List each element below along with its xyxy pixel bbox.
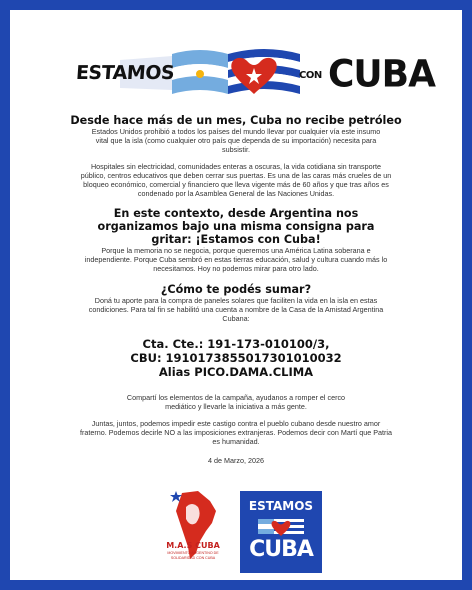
section-title: En este contexto, desde Argentina nos organizamos bajo una misma consigna para gritar: ¡Estamos con Cuba! [97, 207, 375, 246]
logos-row [10, 485, 462, 580]
header-banner [10, 10, 462, 120]
mas-cuba-title: M.A.S CUBA [166, 541, 220, 550]
alias: Alias PICO.DAMA.CLIMA [158, 365, 314, 379]
paragraph: Compartí los elementos de la campaña, ayudanos a romper el cerco mediático y llevarle la iniciativa a más gente. [126, 393, 346, 411]
cbu-number: CBU: 1910173855017301010032 [130, 351, 342, 365]
mas-cuba-map-icon [158, 487, 228, 575]
paragraph: Estados Unidos prohibió a todos los países del mundo llevar por cualquier vía este insumo vital que la isla (como cualquier otro país que dependa de su importación) necesita para subsistir. [91, 127, 381, 154]
section-title: ¿Cómo te podés sumar? [160, 283, 312, 296]
section-title: Desde hace más de un mes, Cuba no recibe petróleo [70, 114, 402, 127]
main-content [10, 110, 462, 465]
logo-flags-icon [240, 515, 322, 539]
paragraph: Juntas, juntos, podemos impedir este castigo contra el pueblo cubano desde nuestro amor fraterno. Podemos decirle NO a las imposiciones extranjeras. Podemos decir con Martí que Patria es humanidad. [80, 419, 392, 446]
banner-cuba: CUBA [328, 52, 435, 97]
paragraph: Hospitales sin electricidad, comunidades enteras a oscuras, la vida cotidiana sin transporte público, centros educativos que deben cerrar sus puertas. Es una de las caras más crueles de un bloqueo económico, comercial y financiero que lleva vigente más de 60 años y que tras años es condenado por la Asamblea General de las Naciones Unidas. [80, 162, 392, 198]
paragraph: Doná tu aporte para la compra de paneles solares que faciliten la vida en la isla en estas condiciones. Para tal fin se habilitó una cuenta a nombre de la Casa de la Amistad Argentina Cubana: [88, 296, 384, 323]
section-petroleo [10, 114, 462, 198]
logo-cuba: CUBA [249, 537, 313, 562]
closing-section [10, 393, 462, 465]
bank-details [10, 337, 462, 379]
paragraph: Porque la memoria no se negocia, porque queremos una América Latina soberana e independiente. Porque Cuba sembró en estas tierras educación, salud y cultura cuando más lo necesitamos. Hoy no podemos mirar para otro lado. [84, 246, 388, 273]
section-como-sumar [10, 283, 462, 323]
banner-con: CON [299, 70, 322, 81]
mas-cuba-subtitle: MOVIMIENTO ARGENTINO DE SOLIDARIDAD CON CUBA [167, 551, 219, 560]
banner-estamos: ESTAMOS [75, 62, 175, 84]
date: 4 de Marzo, 2026 [208, 456, 264, 465]
section-contexto [10, 207, 462, 273]
account-number: Cta. Cte.: 191-173-010100/3, [142, 337, 330, 351]
poster [10, 10, 462, 580]
logo-estamos: ESTAMOS [248, 499, 314, 513]
estamos-con-cuba-logo [240, 491, 322, 573]
